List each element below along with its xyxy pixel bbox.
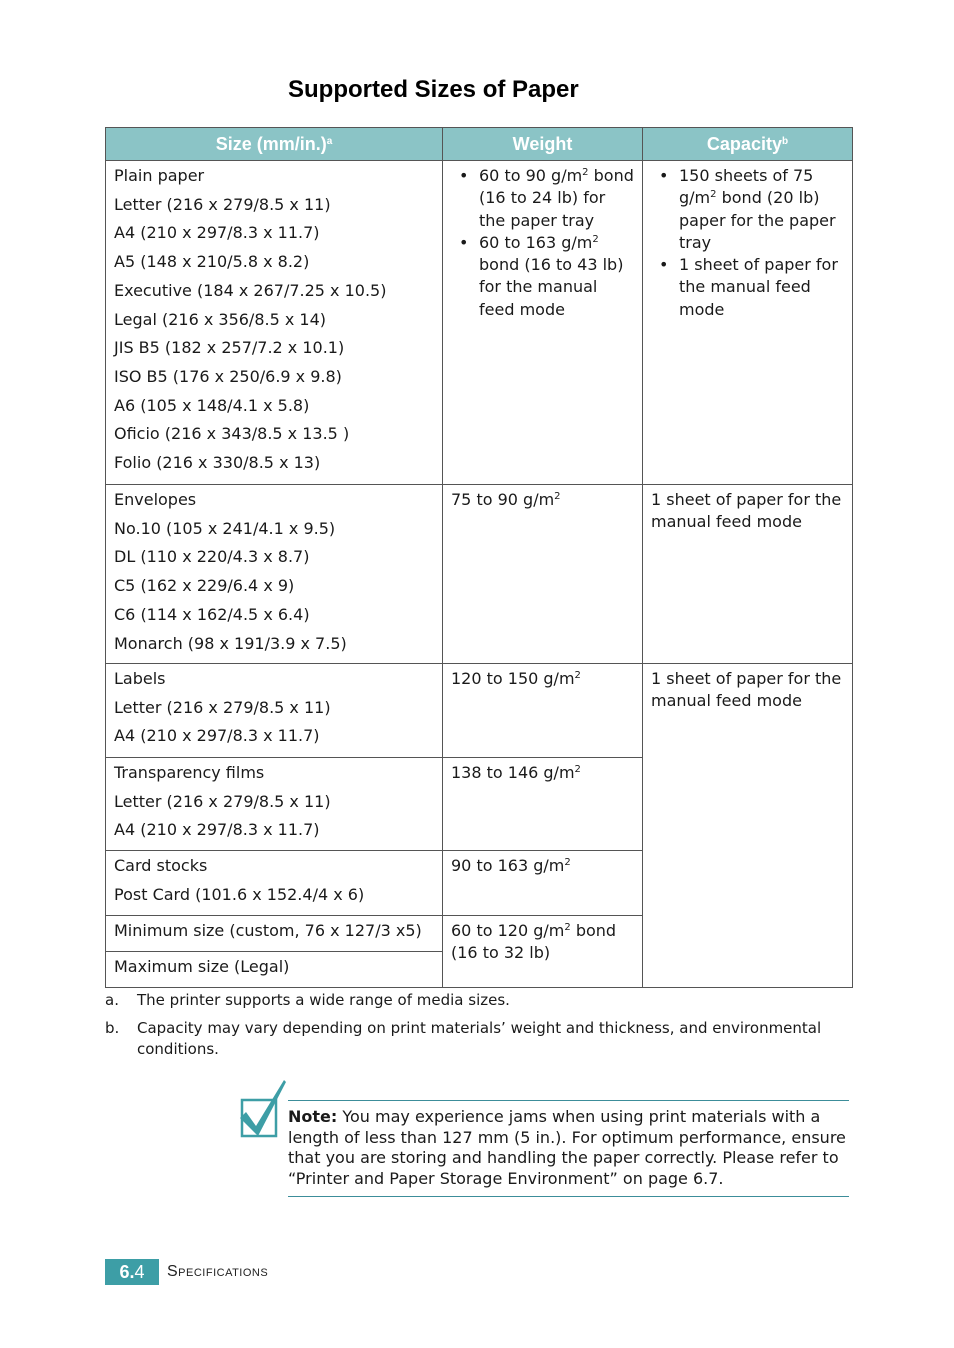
table-row [106,161,853,485]
checkmark-icon [236,1078,288,1140]
size-cell [106,851,443,916]
footnote-mark: b. [105,1019,120,1037]
header-weight: Weight [443,128,643,161]
size-cell [106,161,443,485]
footnote-text: Capacity may vary depending on print materials’ weight and thickness, and environmental conditions. [137,1019,822,1058]
weight-bullet: • 60 to 90 $g/m^2$ bond (16 to 24 lb) for the paper tray [479,165,634,232]
size-item: Legal (216 x 356/8.5 x 14) [114,309,327,329]
table-header-row [106,128,853,161]
size-item: Executive (184 x 267/7.25 x 10.5) [114,280,387,300]
weight-cell: 120 to 150 $g/m^2$ [443,664,643,758]
size-item: JIS B5 (182 x 257/7.2 x 10.1) [114,338,345,358]
size-item: ISO B5 (176 x 250/6.9 x 9.8) [114,366,342,386]
capacity-cell: 1 sheet of paper for the manual feed mode [643,485,853,664]
note-box [288,1100,849,1197]
page-footer [105,1259,268,1285]
size-item: A6 (105 x 148/4.1 x 5.8) [114,395,310,415]
size-item: Labels [114,669,166,688]
size-item: Card stocks [114,856,208,875]
size-item: Oficio (216 x 343/8.5 x 13.5 ) [114,424,350,444]
size-item: No.10 (105 x 241/4.1 x 9.5) [114,518,336,538]
size-item: Envelopes [114,490,197,509]
size-item: Post Card (101.6 x 152.4/4 x 6) [114,884,365,904]
size-item: DL (110 x 220/4.3 x 8.7) [114,547,310,567]
size-item: C6 (114 x 162/4.5 x 6.4) [114,604,310,624]
table-row [106,664,853,758]
footnote [105,990,855,1011]
size-item: Transparency films [114,763,265,782]
size-cell [106,485,443,664]
header-capacity: Capacity$^b$ [643,128,853,161]
note-text: You may experience jams when using print materials with a length of less than 127 mm (5 in.). For optimum performance, ensure that you are storing and handling the paper correctly. Please refer to “Printer and Paper Storage Environment” on page 6.7. [288,1107,846,1188]
size-item: Monarch (98 x 191/3.9 x 7.5) [114,633,347,653]
weight-cell: 75 to 90 $g/m^2$ [443,485,643,664]
weight-cell: 138 to 146 $g/m^2$ [443,758,643,851]
footnote-text: The printer supports a wide range of media sizes. [137,991,510,1009]
paper-sizes-table [105,127,853,988]
capacity-bullet: • 1 sheet of paper for the manual feed mode [679,254,844,321]
weight-list [451,165,634,321]
size-item: Maximum size (Legal) [114,957,290,976]
capacity-list [651,165,844,321]
size-item: Letter (216 x 279/8.5 x 11) [114,697,331,717]
size-item: C5 (162 x 229/6.4 x 9) [114,576,295,596]
size-cell [106,664,443,758]
weight-cell: 60 to 120 $g/m^2$ bond (16 to 32 lb) [443,916,643,988]
size-item: Folio (216 x 330/8.5 x 13) [114,453,321,473]
page-number: 6. 4 [105,1259,159,1285]
capacity-cell: 1 sheet of paper for the manual feed mode [643,664,853,988]
size-cell [106,758,443,851]
footnotes [105,990,855,1067]
size-item: Minimum size (custom, 76 x 127/3 x5) [114,921,422,940]
size-item: A4 (210 x 297/8.3 x 11.7) [114,820,320,840]
weight-cell [443,161,643,485]
size-item: A4 (210 x 297/8.3 x 11.7) [114,223,320,243]
size-item: A5 (148 x 210/5.8 x 8.2) [114,252,310,272]
footnote-mark: a. [105,991,119,1009]
table-row [106,485,853,664]
section-name: Specifications [167,1263,269,1280]
note-label: Note: [288,1107,338,1126]
capacity-bullet: • 150 sheets of 75 $g/m^2$ bond (20 lb) paper for the paper tray [679,165,844,254]
size-cell [106,916,443,952]
size-cell [106,952,443,988]
size-item: Letter (216 x 279/8.5 x 11) [114,791,331,811]
weight-bullet: • 60 to 163 $g/m^2$ bond (16 to 43 lb) for the manual feed mode [479,232,634,321]
header-size: Size $(mm/in.)^a$ [106,128,443,161]
page-title: Supported Sizes of Paper [288,76,579,103]
capacity-cell [643,161,853,485]
size-item: Plain paper [114,166,205,185]
weight-cell: 90 to 163 $g/m^2$ [443,851,643,916]
footnote [105,1018,855,1060]
size-item: Letter (216 x 279/8.5 x 11) [114,194,331,214]
size-item: A4 (210 x 297/8.3 x 11.7) [114,726,320,746]
